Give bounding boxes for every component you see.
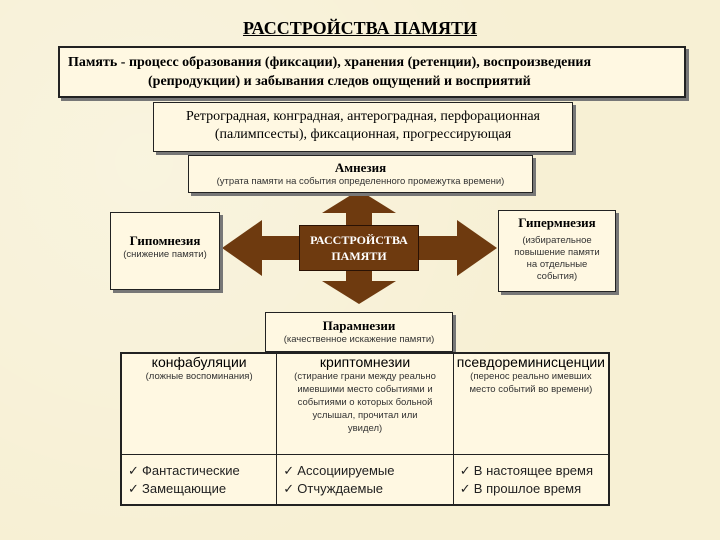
checkmark-icon: ✓ [128,480,139,496]
column-title: криптомнезии [319,354,411,370]
hypermnesia-sub-3: на отдельные [526,259,588,270]
amnesia-types-line-2: (палимпсесты), фиксационная, прогрессирующая [214,127,512,142]
table-header-row [121,353,609,455]
checkmark-icon: ✓ [283,480,295,496]
column-desc-line: (перенос реально имевших [470,371,592,382]
arrow-right [419,220,497,276]
list-item [283,462,450,480]
arrow-up [322,190,396,226]
column-pseudoreminiscence [453,353,609,455]
checkmark-icon: ✓ [459,480,471,496]
column-desc-line: место событий во времени) [469,384,593,395]
hypomnesia-title: Гипомнезия [129,233,201,248]
center-line-2: ПАМЯТИ [331,249,387,263]
definition-line-1: Память - процесс образования (фиксации), хранения (ретенции), воспроизведения [68,55,592,70]
table-items-row [121,455,609,506]
hypermnesia-node [498,210,616,292]
hypermnesia-sub-4: события) [536,271,578,282]
item-label: Замещающие [142,480,227,496]
hypermnesia-sub-2: повышение памяти [514,247,600,258]
column-desc-line: (ложные воспоминания) [145,371,253,382]
list-item [283,480,450,498]
column-desc-line: событиями о которых больной [297,397,433,408]
definition-line-2: (репродукции) и забывания следов ощущений и восприятий [148,74,531,89]
hypermnesia-title: Гипермнезия [518,215,596,230]
item-label: Ассоциируемые [297,462,395,478]
checkmark-icon: ✓ [459,462,471,478]
center-node [299,225,419,271]
column-desc-line: увидел) [347,423,383,434]
item-label: В прошлое время [473,480,582,496]
amnesia-node [188,155,533,193]
column-title: псевдореминисценции [456,354,605,370]
column-cryptomnesia [277,353,454,455]
amnesia-subtitle: (утрата памяти на события определенного промежутка времени) [216,176,505,187]
item-label: Отчуждаемые [297,480,384,496]
pseudoreminiscence-items [453,455,609,506]
hypomnesia-node [110,212,220,290]
column-desc-line: имевшими место событиями и [297,384,433,395]
page-title: РАССТРОЙСТВА ПАМЯТИ [242,18,478,38]
paramnesia-types-table [120,352,610,506]
center-line-1: РАССТРОЙСТВА [310,233,408,247]
amnesia-types-line-1: Ретроградная, конградная, антероградная, перфорационная [185,109,540,124]
list-item [128,462,273,480]
hypermnesia-sub-1: (избирательное [522,235,592,246]
checkmark-icon: ✓ [283,462,295,478]
confabulation-items [121,455,277,506]
hypomnesia-subtitle: (снижение памяти) [123,249,207,260]
checkmark-icon: ✓ [128,462,139,478]
list-item [128,480,273,498]
column-title: конфабуляции [151,354,247,370]
item-label: Фантастические [142,462,240,478]
arrow-down [322,270,396,304]
list-item [460,462,605,480]
paramnesia-title: Парамнезии [322,318,396,333]
list-item [460,480,605,498]
column-desc-line: (стирание грани между реально [294,371,436,382]
column-confabulation [121,353,277,455]
cryptomnesia-items [277,455,454,506]
paramnesia-subtitle: (качественное искажение памяти) [283,334,435,345]
paramnesia-node [265,312,453,352]
item-label: В настоящее время [473,462,594,478]
amnesia-title: Амнезия [334,160,387,175]
column-desc-line: услышал, прочитал или [312,410,418,421]
arrow-left [222,220,300,276]
